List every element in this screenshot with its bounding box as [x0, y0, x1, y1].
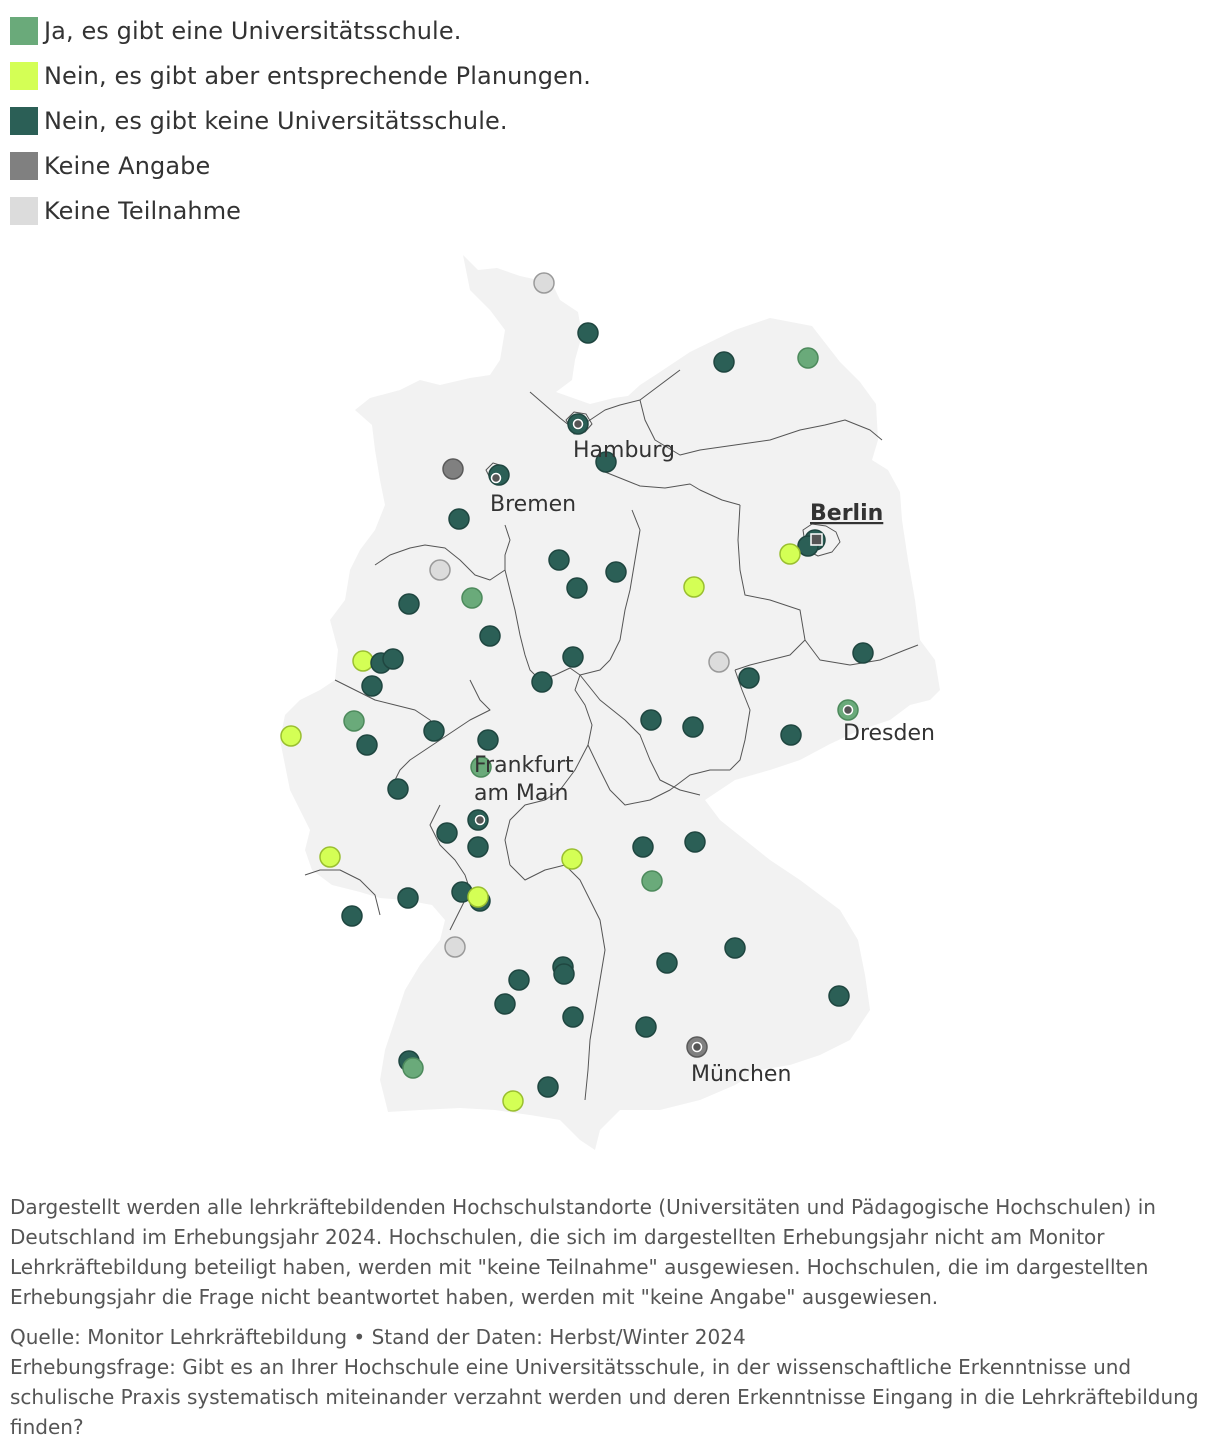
legend-swatch	[10, 62, 38, 90]
source-text: Quelle: Monitor Lehrkräftebildung • Stand der Daten: Herbst/Winter 2024	[10, 1325, 746, 1349]
university-marker-nein[interactable]	[641, 710, 661, 730]
university-marker-nein[interactable]	[437, 823, 457, 843]
description-text: Dargestellt werden alle lehrkräftebildenden Hochschulstandorte (Universitäten und Pädagogische Hochschulen) in Deutschland im Erhebungsjahr 2024. Hochschulen, die sich im dargestellten Erhebungsjahr nicht am Monitor Lehrkräftebildung beteiligt haben, werden mit "keine Teilnahme" ausgewiesen. Hochschulen, die im dargestellten Erhebungsjahr die Frage nicht beantwortet haben, werden mit "keine Angabe" ausgewiesen.	[10, 1195, 1156, 1309]
legend-item-keine_angabe[interactable]	[10, 143, 591, 188]
university-marker-nein[interactable]	[342, 906, 362, 926]
university-marker-nein[interactable]	[563, 647, 583, 667]
city-label-berlin: Berlin	[810, 501, 884, 526]
university-marker-ja[interactable]	[798, 348, 818, 368]
university-marker-keine_teilnahme[interactable]	[430, 560, 450, 580]
legend-item-planung[interactable]	[10, 53, 591, 98]
university-marker-keine_angabe[interactable]	[443, 459, 463, 479]
city-label-hamburg: Hamburg	[573, 438, 675, 463]
city-label-frankfurt-1: Frankfurt	[474, 753, 574, 778]
university-marker-planung[interactable]	[281, 726, 301, 746]
legend-swatch	[10, 107, 38, 135]
university-marker-nein[interactable]	[685, 832, 705, 852]
city-dot	[476, 816, 485, 825]
legend-label: Ja, es gibt eine Universitätsschule.	[44, 16, 462, 45]
university-marker-nein[interactable]	[633, 837, 653, 857]
university-marker-nein[interactable]	[714, 352, 734, 372]
university-marker-nein[interactable]	[424, 721, 444, 741]
university-marker-nein[interactable]	[636, 1017, 656, 1037]
university-marker-keine_teilnahme[interactable]	[445, 937, 465, 957]
university-marker-nein[interactable]	[578, 323, 598, 343]
university-marker-nein[interactable]	[739, 668, 759, 688]
university-marker-nein[interactable]	[468, 837, 488, 857]
university-marker-ja[interactable]	[462, 588, 482, 608]
university-marker-nein[interactable]	[478, 730, 498, 750]
university-marker-planung[interactable]	[353, 651, 373, 671]
university-marker-nein[interactable]	[606, 562, 626, 582]
legend-label: Keine Teilnahme	[44, 196, 242, 225]
city-dot	[693, 1043, 702, 1052]
university-marker-keine_teilnahme[interactable]	[534, 273, 554, 293]
germany-map	[0, 240, 1220, 1170]
city-label-dresden: Dresden	[843, 721, 935, 746]
university-marker-nein[interactable]	[357, 735, 377, 755]
university-marker-nein[interactable]	[781, 725, 801, 745]
university-marker-nein[interactable]	[509, 970, 529, 990]
legend-swatch	[10, 197, 38, 225]
university-marker-nein[interactable]	[495, 994, 515, 1014]
university-marker-nein[interactable]	[388, 779, 408, 799]
university-marker-nein[interactable]	[563, 1007, 583, 1027]
university-marker-planung[interactable]	[503, 1091, 523, 1111]
university-marker-planung[interactable]	[684, 577, 704, 597]
university-marker-nein[interactable]	[657, 953, 677, 973]
university-marker-nein[interactable]	[480, 626, 500, 646]
university-marker-ja[interactable]	[344, 711, 364, 731]
university-marker-planung[interactable]	[468, 887, 488, 907]
university-marker-nein[interactable]	[538, 1077, 558, 1097]
university-marker-nein[interactable]	[683, 717, 703, 737]
university-marker-nein[interactable]	[853, 643, 873, 663]
legend-label: Nein, es gibt aber entsprechende Planungen.	[44, 61, 591, 90]
city-label-muenchen: München	[691, 1062, 792, 1087]
footnotes	[10, 1192, 1210, 1442]
university-marker-nein[interactable]	[383, 649, 403, 669]
legend-label: Keine Angabe	[44, 151, 211, 180]
university-marker-nein[interactable]	[829, 986, 849, 1006]
question-text: Erhebungsfrage: Gibt es an Ihrer Hochschule eine Universitätsschule, in der wissenschaftliche Erkenntnisse und schulische Praxis systematisch miteinander verzahnt werden und deren Erkenntnisse Eingang in die Lehrkräftebildung finden?	[10, 1355, 1199, 1439]
university-marker-ja[interactable]	[642, 871, 662, 891]
university-marker-ja[interactable]	[403, 1058, 423, 1078]
university-marker-nein[interactable]	[449, 509, 469, 529]
university-marker-keine_teilnahme[interactable]	[709, 652, 729, 672]
legend-item-keine_teilnahme[interactable]	[10, 188, 591, 233]
university-marker-nein[interactable]	[567, 578, 587, 598]
city-label-frankfurt-2: am Main	[474, 781, 569, 806]
university-marker-nein[interactable]	[362, 676, 382, 696]
university-marker-nein[interactable]	[398, 888, 418, 908]
university-marker-nein[interactable]	[399, 594, 419, 614]
university-marker-planung[interactable]	[320, 847, 340, 867]
legend-swatch	[10, 17, 38, 45]
legend	[10, 8, 591, 233]
city-dot	[492, 474, 501, 483]
legend-swatch	[10, 152, 38, 180]
university-marker-nein[interactable]	[549, 550, 569, 570]
legend-label: Nein, es gibt keine Universitätsschule.	[44, 106, 508, 135]
university-marker-nein[interactable]	[532, 672, 552, 692]
capital-marker	[811, 534, 822, 545]
university-marker-planung[interactable]	[780, 544, 800, 564]
city-dot	[574, 420, 583, 429]
legend-item-ja[interactable]	[10, 8, 591, 53]
university-marker-nein[interactable]	[725, 938, 745, 958]
university-marker-nein[interactable]	[554, 964, 574, 984]
legend-item-nein[interactable]	[10, 98, 591, 143]
university-marker-planung[interactable]	[562, 849, 582, 869]
city-dot	[844, 706, 853, 715]
city-label-bremen: Bremen	[490, 492, 577, 517]
